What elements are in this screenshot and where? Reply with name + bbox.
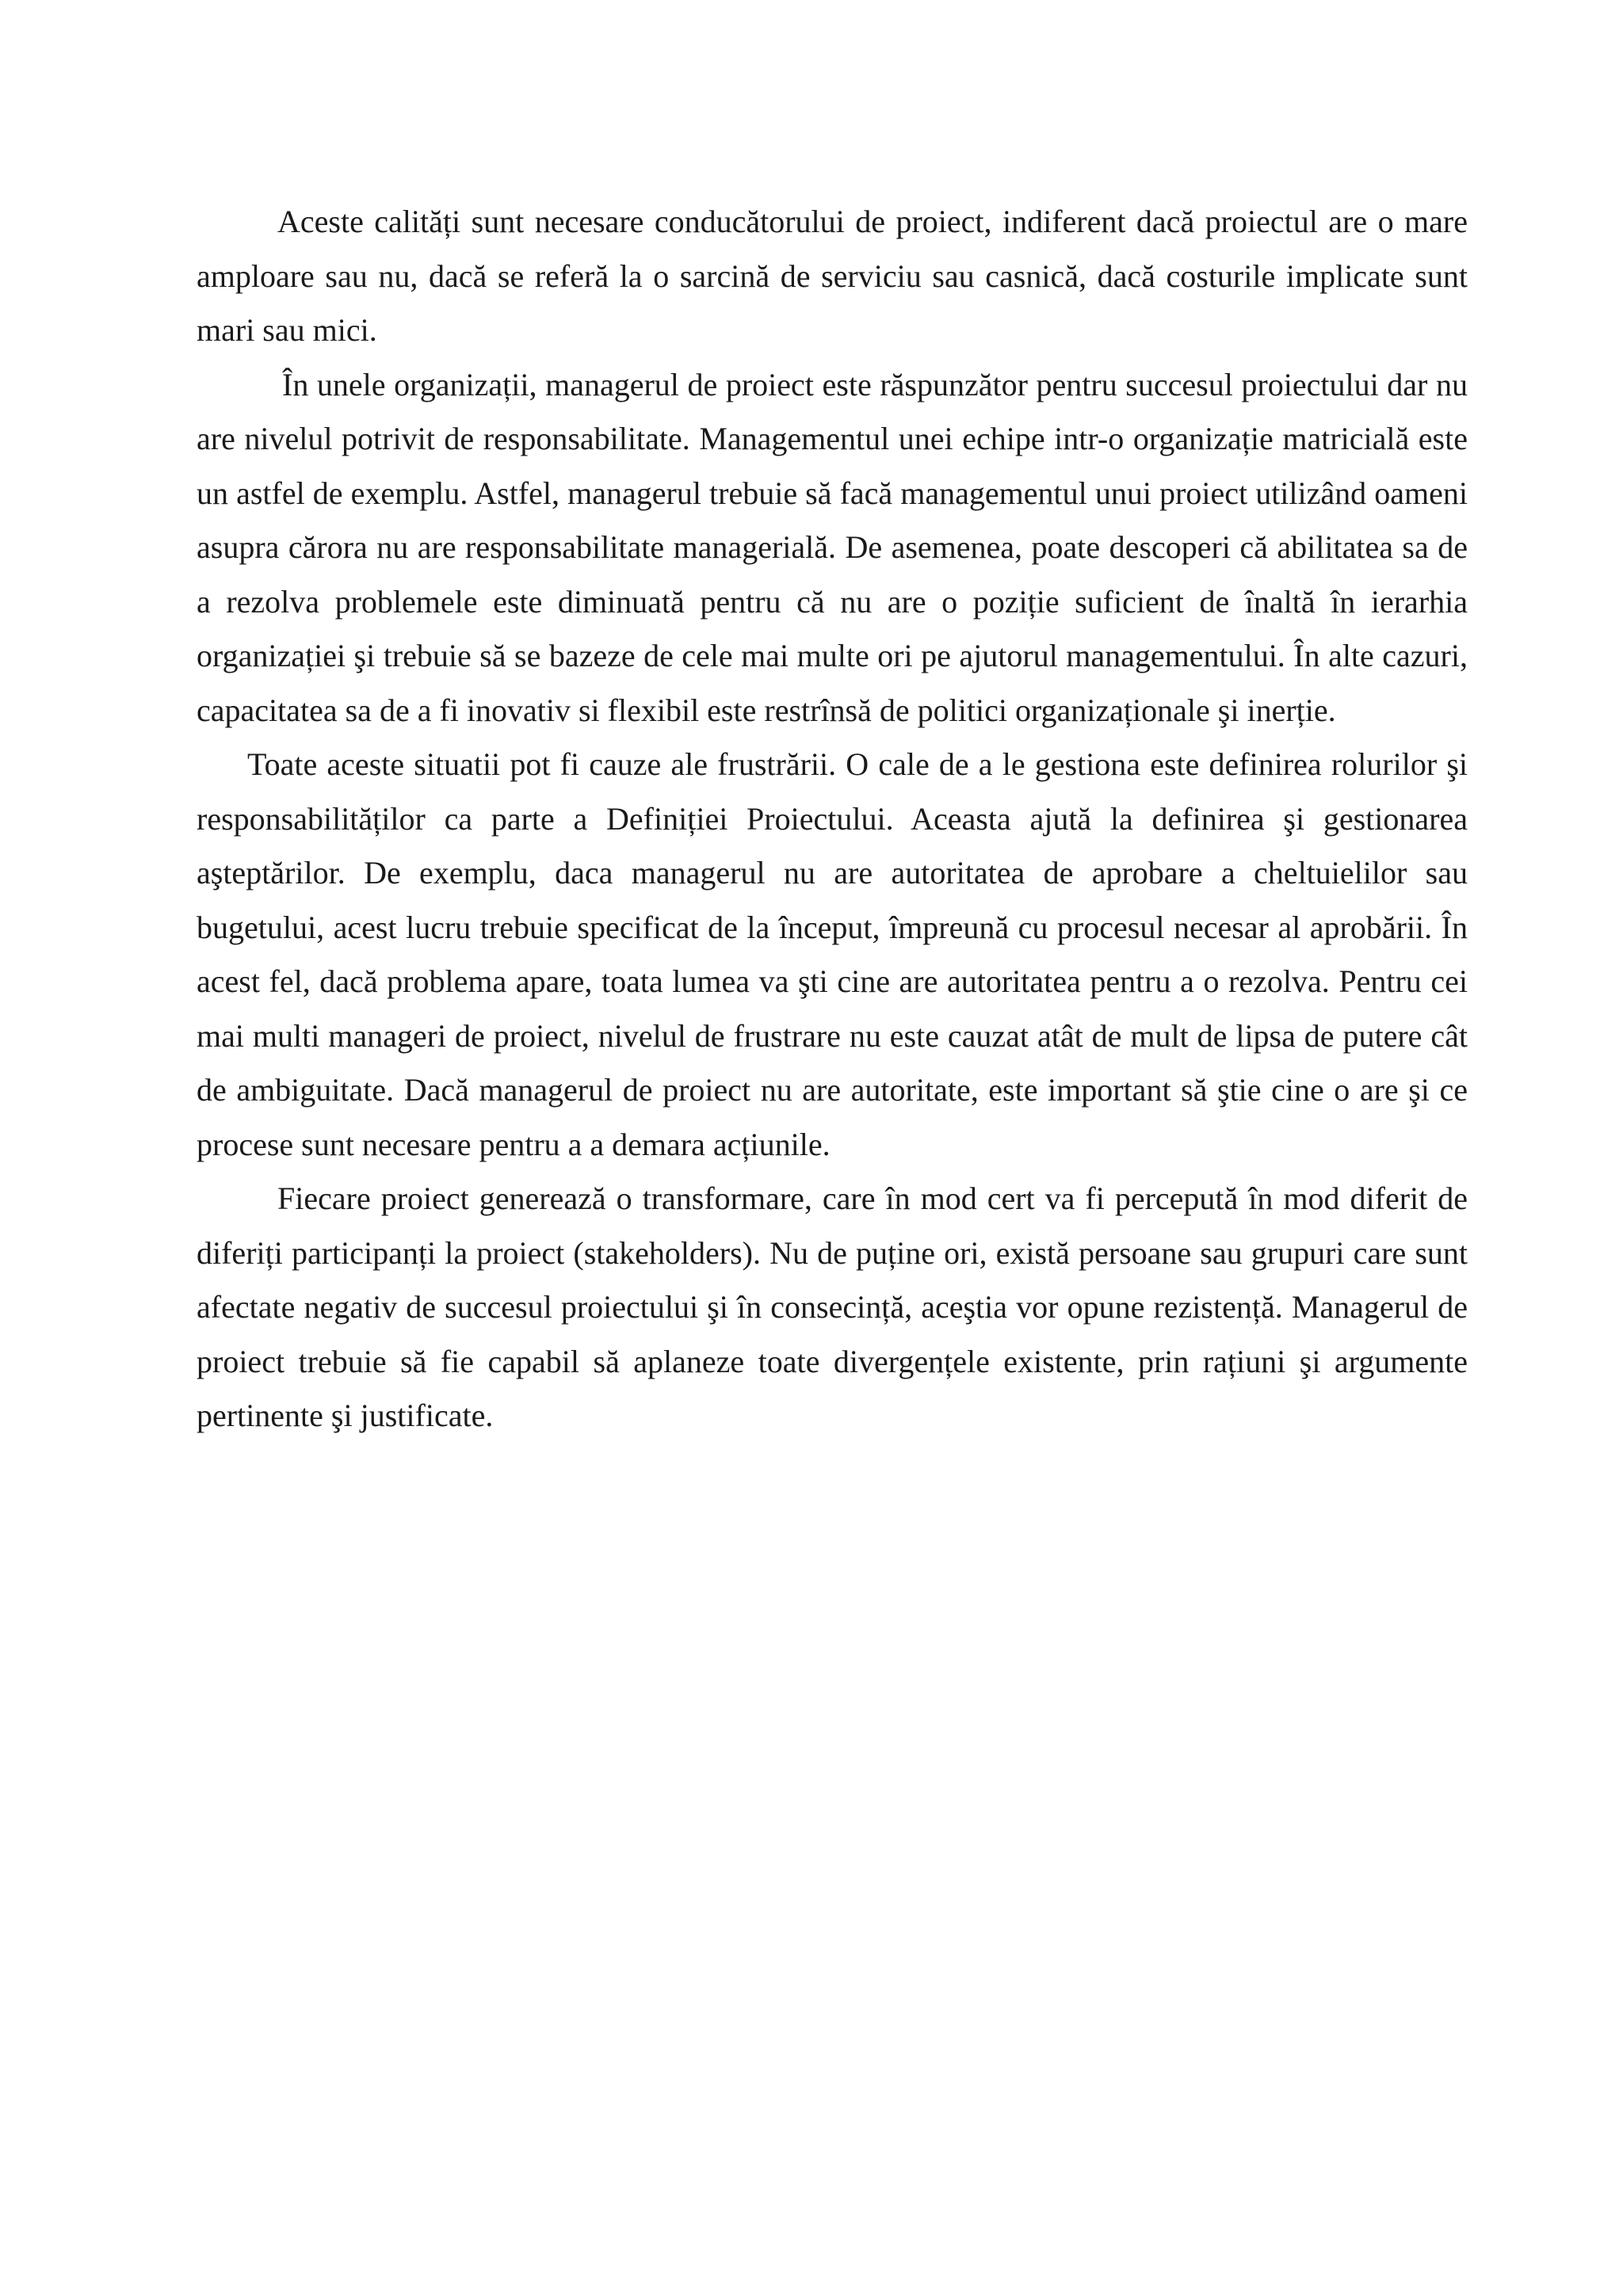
document-body — [197, 195, 1468, 1444]
paragraph-transformation: Fiecare proiect generează o transformare, care în mod cert va fi percepută în mod diferit de diferiți participanți la proiect (stakeholders). Nu de puține ori, există persoane sau grupuri care sunt afectate negativ de succesul proiectului şi în consecință, aceştia vor opune rezistență. Managerul de proiect trebuie să fie capabil să aplaneze toate divergențele existente, prin rațiuni şi argumente pertinente şi justificate. — [197, 1180, 1468, 1433]
paragraph-frustration: Toate aceste situatii pot fi cauze ale frustrării. O cale de a le gestiona este definirea rolurilor şi responsabilităților ca parte a Definiției Proiectului. Aceasta ajută la definirea şi gestionarea aşteptărilor. De exemplu, daca managerul nu are autoritatea de aprobare a cheltuielilor sau bugetului, acest lucru trebuie specificat de la început, împreună cu procesul necesar al aprobării. În acest fel, dacă problema apare, toata lumea va şti cine are autoritatea pentru a o rezolva. Pentru cei mai multi manageri de proiect, nivelul de frustrare nu este cauzat atât de mult de lipsa de putere cât de ambiguitate. Dacă managerul de proiect nu are autoritate, este important să ştie cine o are şi ce procese sunt necesare pentru a a demara acțiunile. — [197, 746, 1468, 1162]
paragraph-organizations: În unele organizații, managerul de proiect este răspunzător pentru succesul proiectului dar nu are nivelul potrivit de responsabilitate. Managementul unei echipe intr-o organizație matricială este un astfel de exemplu. Astfel, managerul trebuie să facă managementul unui proiect utilizând oameni asupra cărora nu are responsabilitate managerială. De asemenea, poate descoperi că abilitatea sa de a rezolva problemele este diminuată pentru că nu are o poziție suficient de înaltă în ierarhia organizației şi trebuie să se bazeze de cele mai multe ori pe ajutorul managementului. În alte cazuri, capacitatea sa de a fi inovativ si flexibil este restrînsă de politici organizaționale şi inerție. — [197, 366, 1468, 728]
paragraph-qualities: Aceste calități sunt necesare conducătorului de proiect, indiferent dacă proiectul are o mare amploare sau nu, dacă se referă la o sarcină de serviciu sau casnică, dacă costurile implicate sunt mari sau mici. — [197, 204, 1468, 348]
